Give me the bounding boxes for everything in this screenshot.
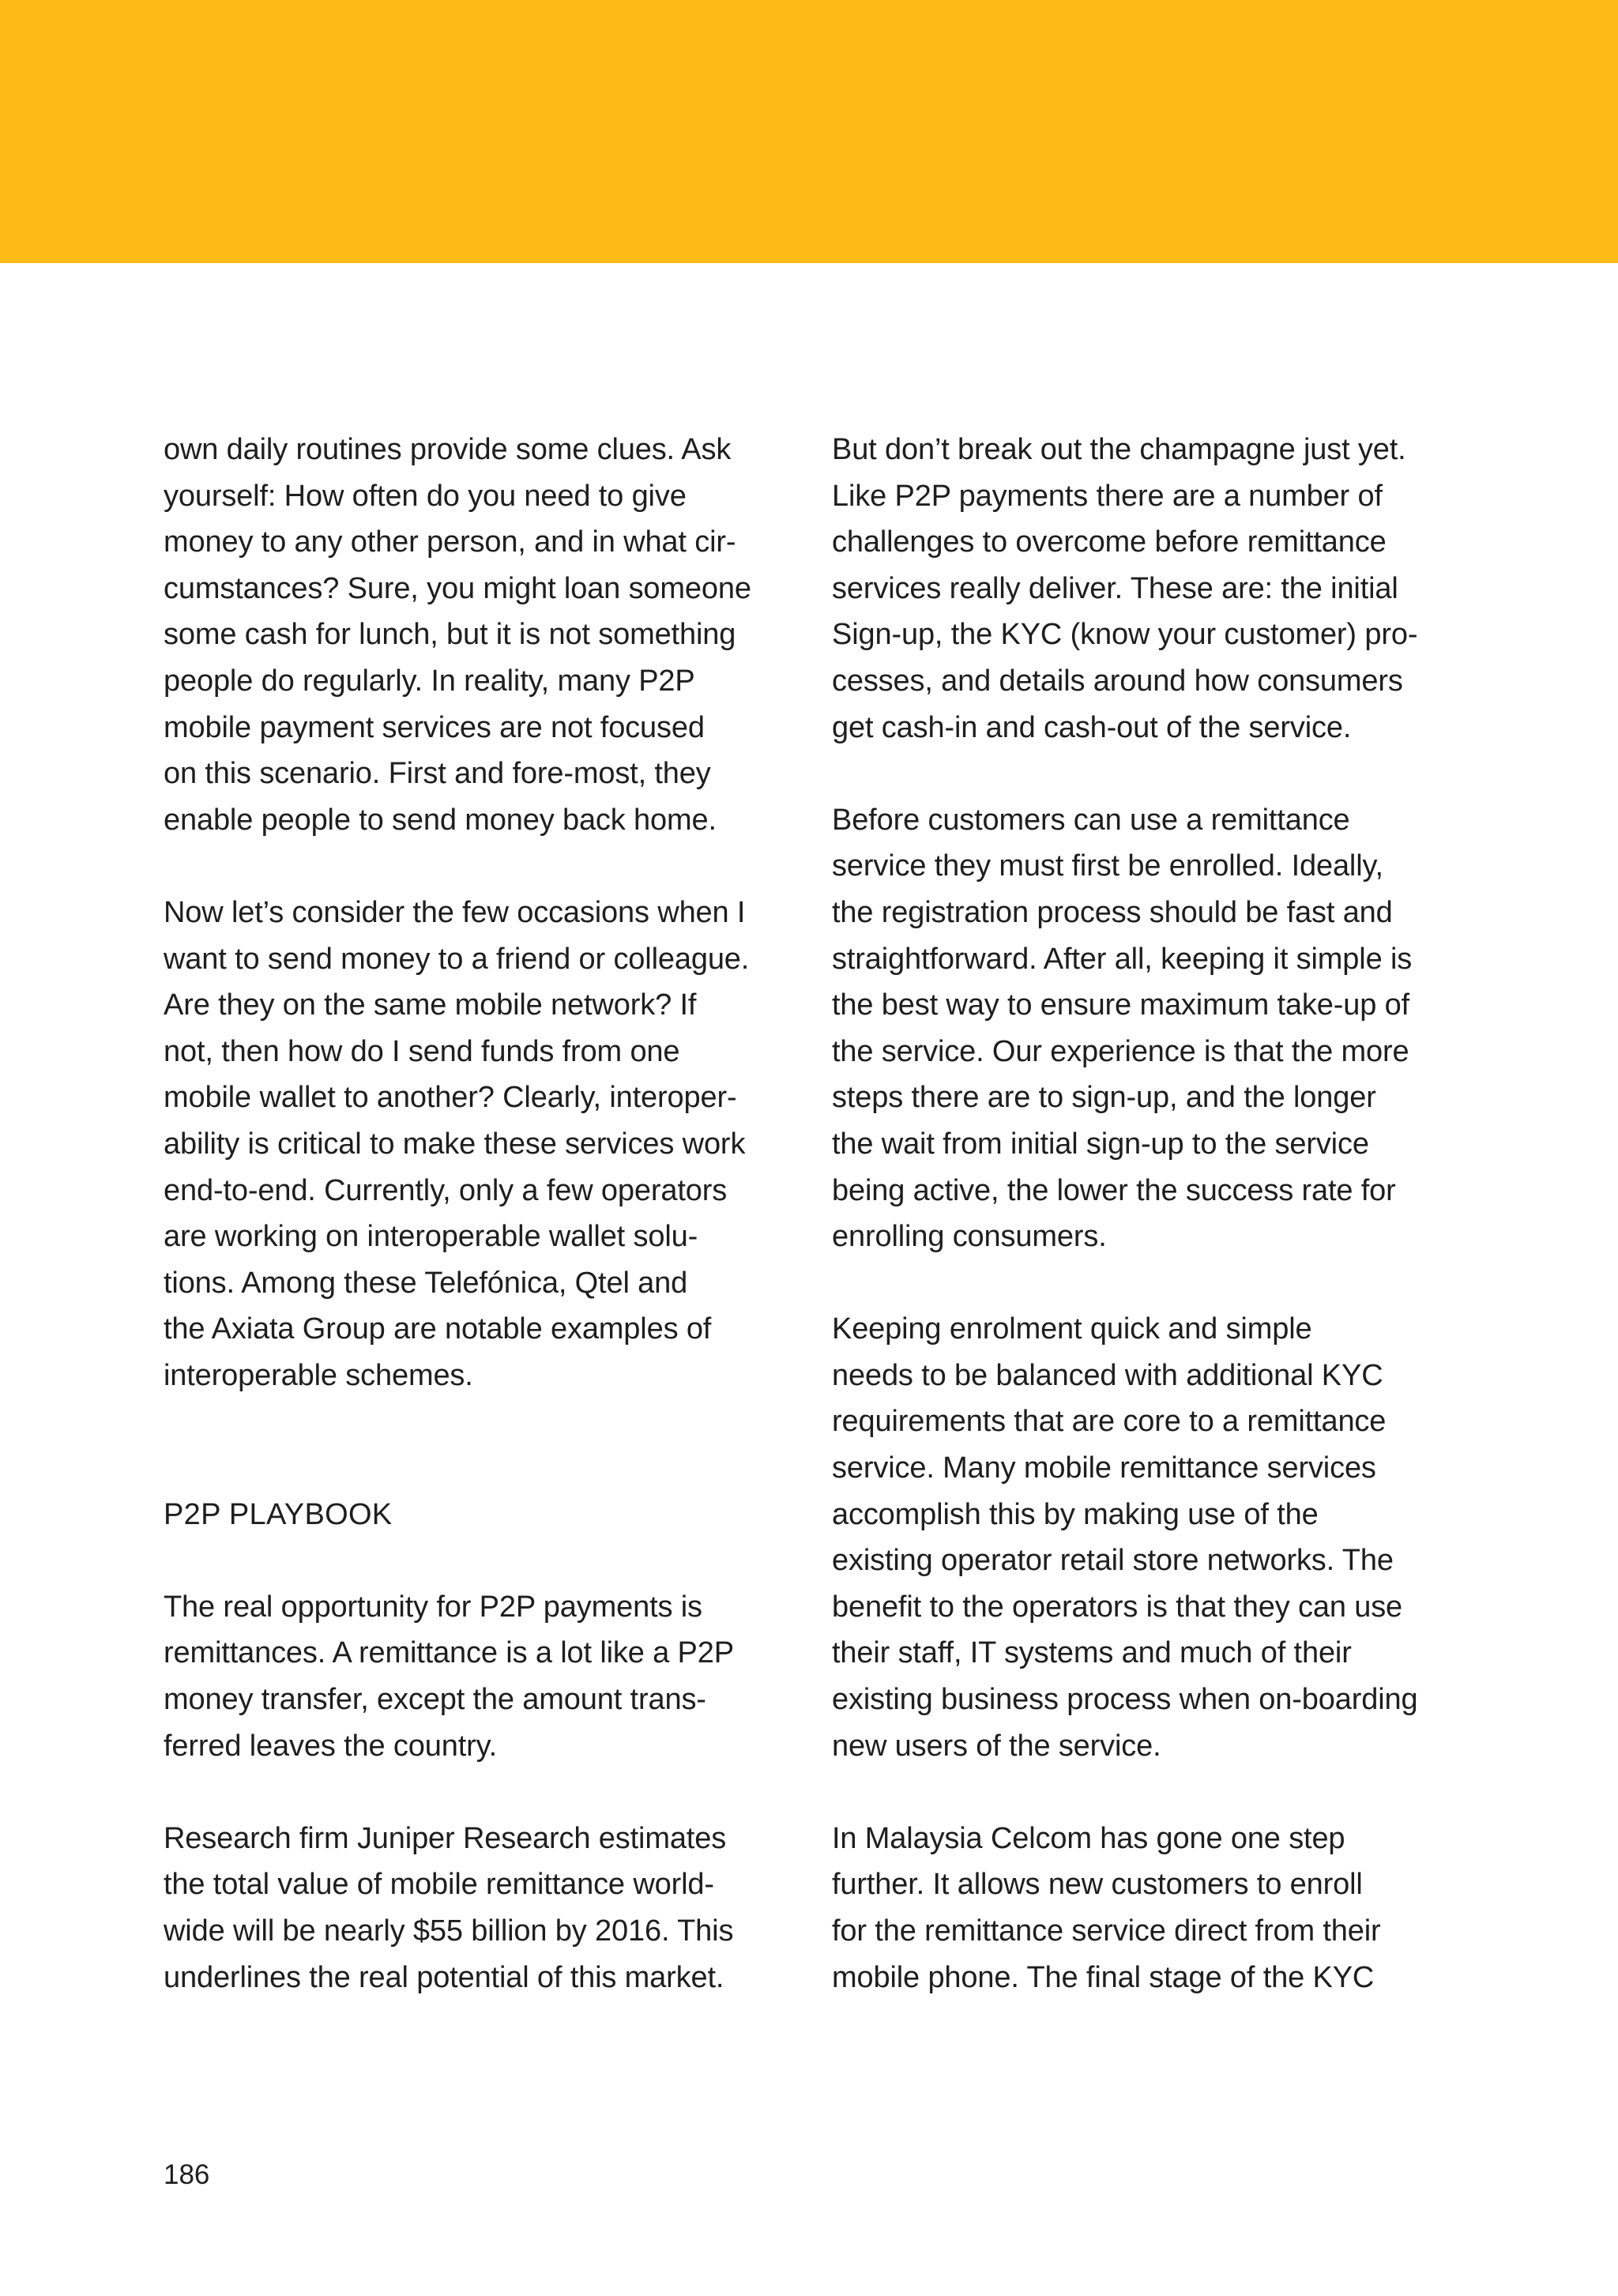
text-line: yourself: How often do you need to give — [164, 479, 687, 513]
text-line: new users of the service. — [832, 1729, 1161, 1763]
text-line: for the remittance service direct from their — [832, 1914, 1381, 1948]
text-line: Sign-up, the KYC (know your customer) pro- — [832, 618, 1418, 652]
text-line: the service. Our experience is that the more — [832, 1034, 1409, 1068]
text-line: wide will be nearly $55 billion by 2016. This — [164, 1914, 734, 1948]
text-line: being active, the lower the success rate for — [832, 1173, 1396, 1207]
page-number: 186 — [164, 2159, 210, 2190]
paragraph-spacer — [164, 843, 811, 890]
text-line: the Axiata Group are notable examples of — [164, 1312, 712, 1346]
text-line: cumstances? Sure, you might loan someone — [164, 571, 751, 605]
text-line: on this scenario. First and fore-most, they — [164, 757, 711, 791]
text-line: some cash for lunch, but it is not something — [164, 618, 736, 652]
text-line: remittances. A remittance is a lot like a P2P — [164, 1636, 734, 1670]
text-line: requirements that are core to a remittance — [832, 1405, 1387, 1439]
text-line: But don’t break out the champagne just yet. — [832, 433, 1406, 466]
text-line: are working on interoperable wallet solu- — [164, 1220, 698, 1254]
text-line: service they must first be enrolled. Ideally, — [832, 849, 1383, 883]
text-line: straightforward. After all, keeping it simple is — [832, 942, 1413, 976]
text-line: service. Many mobile remittance services — [832, 1451, 1376, 1485]
paragraph — [164, 427, 811, 843]
text-line: ability is critical to make these services work — [164, 1127, 746, 1161]
text-line: existing operator retail store networks. The — [832, 1544, 1394, 1578]
text-line: enable people to send money back home. — [164, 803, 717, 837]
paragraph — [832, 1816, 1464, 2001]
paragraph — [832, 427, 1464, 751]
text-line: not, then how do I send funds from one — [164, 1034, 680, 1068]
left-column — [164, 427, 811, 2001]
text-line: tions. Among these Telefónica, Qtel and — [164, 1266, 688, 1300]
text-line: own daily routines provide some clues. Ask — [164, 433, 732, 466]
text-line: Like P2P payments there are a number of — [832, 479, 1383, 513]
text-line: challenges to overcome before remittance — [832, 525, 1387, 559]
text-line: benefit to the operators is that they can use — [832, 1590, 1403, 1624]
paragraph-spacer — [832, 1769, 1464, 1816]
header-color-band — [0, 0, 1618, 263]
text-line: Are they on the same mobile network? If — [164, 988, 697, 1022]
section-heading: P2P PLAYBOOK — [164, 1497, 393, 1531]
text-line: the wait from initial sign-up to the service — [832, 1127, 1369, 1161]
text-line: Before customers can use a remittance — [832, 803, 1350, 837]
text-line: Keeping enrolment quick and simple — [832, 1312, 1312, 1346]
text-line: end-to-end. Currently, only a few operators — [164, 1173, 728, 1207]
text-line: their staff, IT systems and much of their — [832, 1636, 1352, 1670]
text-line: money transfer, except the amount trans- — [164, 1683, 706, 1717]
text-line: want to send money to a friend or colleague. — [164, 942, 750, 976]
text-line: Research firm Juniper Research estimates — [164, 1821, 727, 1855]
text-line: mobile wallet to another? Clearly, interoper- — [164, 1081, 737, 1115]
text-line: cesses, and details around how consumers — [832, 664, 1403, 698]
text-line: the total value of mobile remittance world- — [164, 1868, 714, 1902]
text-line: needs to be balanced with additional KYC — [832, 1358, 1383, 1392]
paragraph-spacer — [832, 1260, 1464, 1307]
paragraph — [164, 1584, 811, 1769]
text-line: further. It allows new customers to enroll — [832, 1868, 1363, 1902]
text-line: accomplish this by making use of the — [832, 1497, 1319, 1531]
text-line: the best way to ensure maximum take-up of — [832, 988, 1409, 1022]
right-column — [832, 427, 1464, 2001]
text-line: The real opportunity for P2P payments is — [164, 1590, 702, 1624]
text-line: underlines the real potential of this market. — [164, 1960, 724, 1994]
text-line: money to any other person, and in what cir- — [164, 525, 736, 559]
text-line: interoperable schemes. — [164, 1358, 473, 1392]
text-line: steps there are to sign-up, and the longer — [832, 1081, 1376, 1115]
text-line: mobile phone. The final stage of the KYC — [832, 1960, 1375, 1994]
paragraph-spacer — [164, 1538, 811, 1584]
text-line: ferred leaves the country. — [164, 1729, 498, 1763]
paragraph — [832, 797, 1464, 1260]
paragraph — [832, 1306, 1464, 1769]
text-line: enrolling consumers. — [832, 1220, 1107, 1254]
paragraph-spacer — [164, 1398, 811, 1445]
text-line: the registration process should be fast and — [832, 895, 1393, 929]
paragraph-spacer — [164, 1769, 811, 1816]
text-line: people do regularly. In reality, many P2P — [164, 664, 695, 698]
text-line: services really deliver. These are: the initial — [832, 571, 1398, 605]
paragraph-spacer — [832, 751, 1464, 797]
paragraph — [164, 890, 811, 1399]
text-line: Now let’s consider the few occasions when I — [164, 895, 746, 929]
text-line: existing business process when on-boarding — [832, 1683, 1418, 1717]
paragraph-spacer — [164, 1445, 811, 1492]
text-line: In Malaysia Celcom has gone one step — [832, 1821, 1345, 1855]
paragraph — [164, 1816, 811, 2001]
text-line: get cash-in and cash-out of the service. — [832, 710, 1352, 744]
text-line: mobile payment services are not focused — [164, 710, 705, 744]
